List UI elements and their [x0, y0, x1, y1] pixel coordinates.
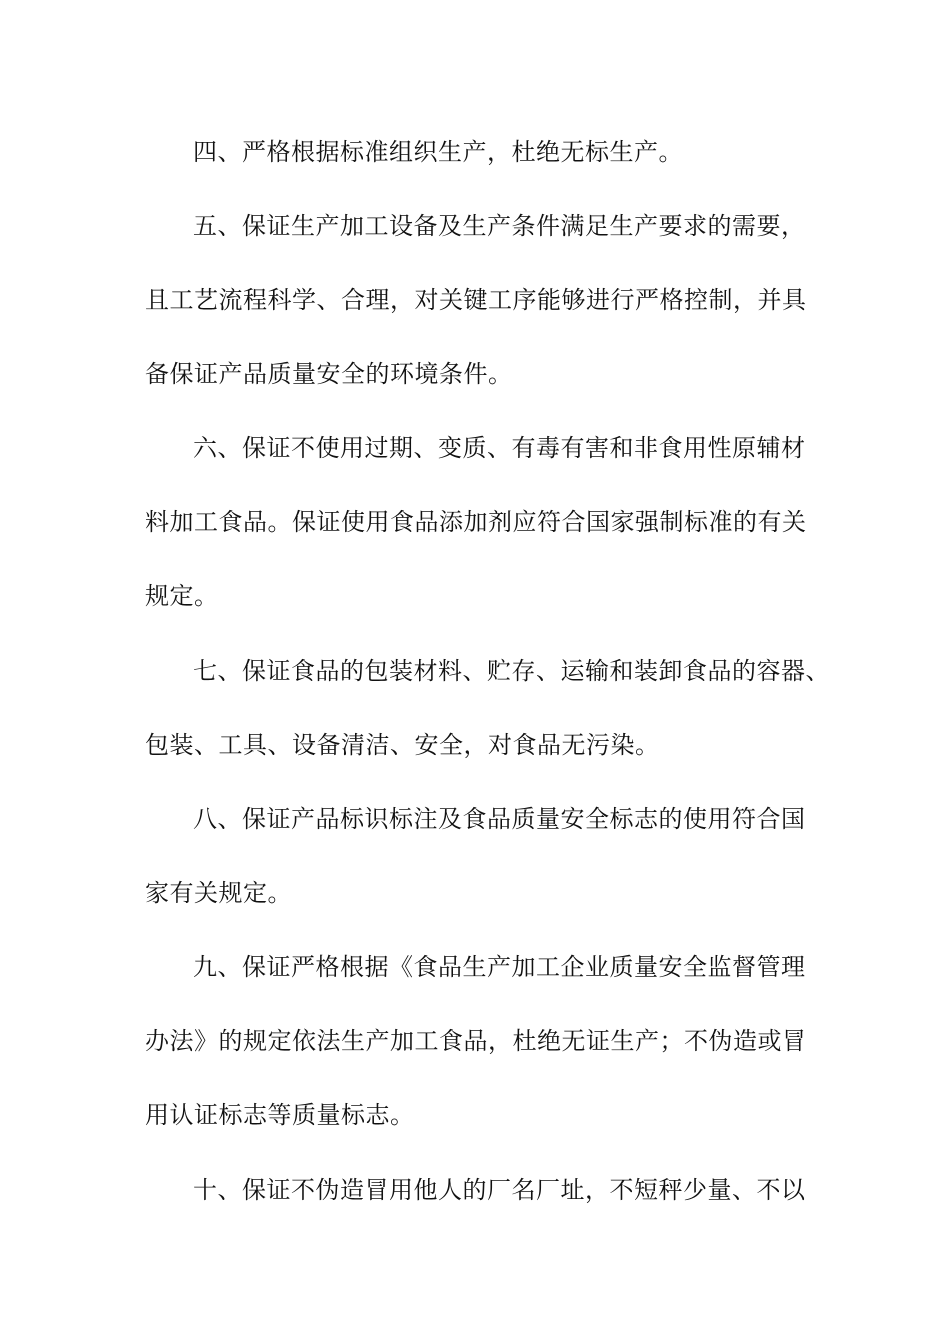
- paragraph-6-line-3: 规定。: [145, 582, 219, 610]
- paragraph-6-line-2: 料加工食品。保证使用食品添加剂应符合国家强制标准的有关: [145, 508, 807, 536]
- paragraph-7-line-2: 包装、工具、设备清洁、安全，对食品无污染。: [145, 731, 660, 759]
- paragraph-4-line-1: 四、严格根据标准组织生产，杜绝无标生产。: [193, 138, 683, 166]
- paragraph-5-line-2: 且工艺流程科学、合理，对关键工序能够进行严格控制，并具: [145, 286, 807, 314]
- paragraph-7-line-1: 七、保证食品的包装材料、贮存、运输和装卸食品的容器、: [193, 657, 830, 685]
- paragraph-10-line-1: 十、保证不伪造冒用他人的厂名厂址，不短秤少量、不以: [193, 1176, 806, 1204]
- paragraph-9-line-1: 九、保证严格根据《食品生产加工企业质量安全监督管理: [193, 953, 806, 981]
- paragraph-8-line-2: 家有关规定。: [145, 879, 292, 907]
- paragraph-5-line-1: 五、保证生产加工设备及生产条件满足生产要求的需要，: [193, 212, 806, 240]
- paragraph-5-line-3: 备保证产品质量安全的环境条件。: [145, 360, 513, 388]
- paragraph-8-line-1: 八、保证产品标识标注及食品质量安全标志的使用符合国: [193, 805, 806, 833]
- paragraph-6-line-1: 六、保证不使用过期、变质、有毒有害和非食用性原辅材: [193, 434, 806, 462]
- paragraph-9-line-3: 用认证标志等质量标志。: [145, 1101, 415, 1129]
- paragraph-9-line-2: 办法》的规定依法生产加工食品，杜绝无证生产；不伪造或冒: [145, 1027, 807, 1055]
